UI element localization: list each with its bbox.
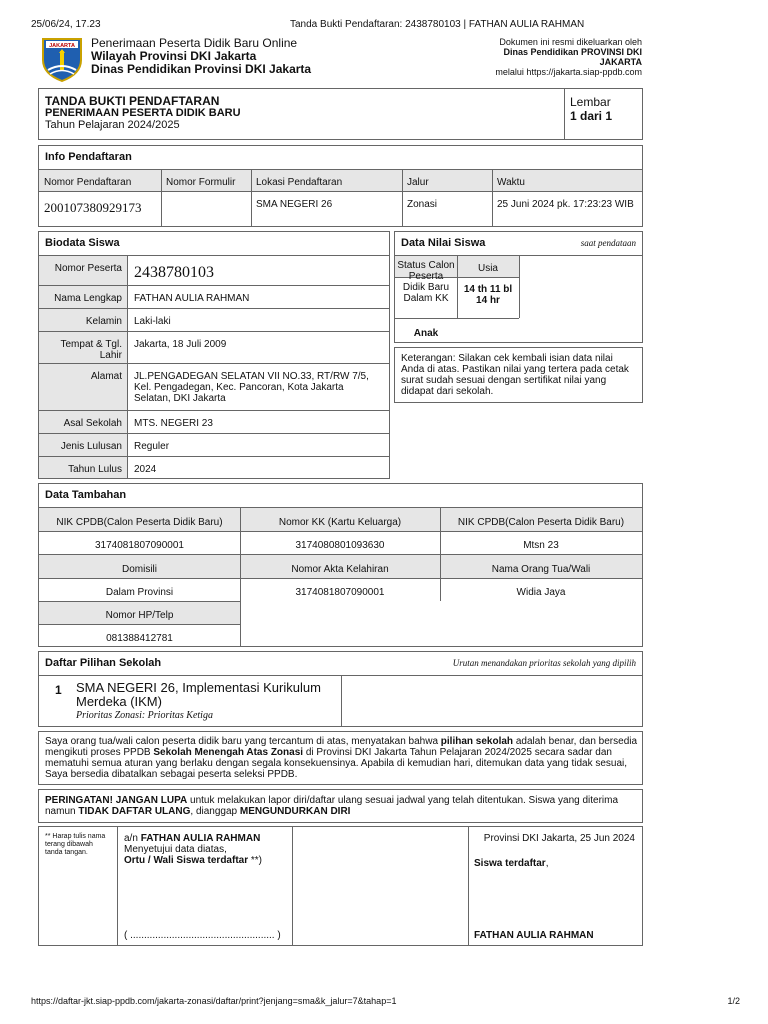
status-calon-label: Status Calon Peserta Didik Baru Dalam KK bbox=[397, 260, 455, 304]
info-header-lokasi: Lokasi Pendaftaran bbox=[256, 177, 343, 188]
info-waktu: 25 Juni 2024 pk. 17:23:23 WIB bbox=[497, 199, 634, 210]
info-jalur: Zonasi bbox=[407, 199, 438, 210]
signature-box bbox=[38, 826, 643, 946]
pilihan-school: SMA NEGERI 26, Implementasi Kurikulum Merdeka (IKM) bbox=[76, 680, 321, 709]
warning-bold: PERINGATAN! JANGAN LUPA bbox=[45, 795, 188, 806]
pilihan-note: Urutan menandakan prioritas sekolah yang dipilih bbox=[452, 658, 636, 668]
doc-title: TANDA BUKTI PENDAFTARAN bbox=[45, 94, 220, 108]
footer-url: https://daftar-jkt.siap-ppdb.com/jakarta-zonasi/daftar/print?jenjang=sma&k_jalur=7&tahap=1 bbox=[31, 996, 397, 1006]
value-kelamin: Laki-laki bbox=[134, 316, 171, 327]
value-tempat-tgl-lahir: Jakarta, 18 Juli 2009 bbox=[134, 339, 227, 350]
warning-bold: TIDAK DAFTAR ULANG bbox=[78, 806, 191, 817]
info-nomor-pendaftaran: 200107380929173 bbox=[44, 200, 142, 215]
statement-bold: Sekolah Menengah Atas Zonasi bbox=[153, 747, 304, 758]
tambahan-v-akta: 3174081807090001 bbox=[295, 587, 385, 598]
lembar-value: 1 dari 1 bbox=[570, 109, 613, 123]
keterangan-box bbox=[394, 347, 643, 403]
statement-part: Saya orang tua/wali calon peserta didik baru yang tercantum di atas, menyatakan bahwa bbox=[45, 736, 441, 747]
tambahan-title: Data Tambahan bbox=[45, 489, 127, 501]
tambahan-v-kk: 3174080801093630 bbox=[295, 540, 385, 551]
tambahan-h-hp: Nomor HP/Telp bbox=[105, 610, 174, 621]
place-date: Provinsi DKI Jakarta, 25 Jun 2024 bbox=[483, 833, 635, 844]
info-header-nomor-pendaftaran: Nomor Pendaftaran bbox=[44, 177, 132, 188]
doc-subtitle: PENERIMAAN PESERTA DIDIK BARU bbox=[45, 107, 241, 119]
tambahan-h-ortu: Nama Orang Tua/Wali bbox=[491, 564, 591, 575]
biodata-section bbox=[38, 231, 390, 479]
label-tempat-tgl-lahir: Tempat & Tgl. Lahir bbox=[60, 339, 122, 361]
an-prefix: a/n bbox=[124, 833, 141, 844]
siswa-suffix: , bbox=[545, 858, 549, 869]
label-jenis-lulusan: Jenis Lulusan bbox=[60, 441, 122, 452]
usia-label: Usia bbox=[477, 263, 498, 274]
agree-text: Menyetujui data diatas, bbox=[124, 844, 227, 855]
pilihan-priority: Prioritas Zonasi: Prioritas Ketiga bbox=[76, 710, 213, 721]
info-header-waktu: Waktu bbox=[497, 177, 525, 188]
tambahan-v-nik: 3174081807090001 bbox=[95, 540, 184, 551]
label-kelamin: Kelamin bbox=[85, 316, 122, 327]
lembar-label: Lembar bbox=[570, 95, 611, 109]
tambahan-v-ortu: Widia Jaya bbox=[516, 587, 566, 598]
warning-bold: MENGUNDURKAN DIRI bbox=[239, 806, 351, 817]
tambahan-h-nik: NIK CPDB(Calon Peserta Didik Baru) bbox=[56, 517, 223, 528]
letterhead-title bbox=[91, 37, 311, 76]
ortu-block bbox=[124, 833, 289, 866]
letterhead-line1: Penerimaan Peserta Didik Baru Online bbox=[91, 36, 298, 50]
tambahan-section bbox=[38, 483, 643, 647]
value-nama-lengkap: FATHAN AULIA RAHMAN bbox=[134, 293, 250, 304]
tambahan-h-kk: Nomor KK (Kartu Keluarga) bbox=[278, 517, 402, 528]
statement-part: di Provinsi DKI Jakarta Tahun Pelajaran 2024/2025 secara sadar dan mematuhi semua aturan yang berlaku dengan segala konsekuensinya. Apabila di kemudian hari, ditemukan data yang tidak sesuai, Saya bersedia dibatalkan sebagai peserta seleksi PPDB. bbox=[45, 747, 628, 780]
warning-box bbox=[38, 789, 643, 823]
jakarta-logo bbox=[40, 36, 84, 82]
issuer-line3: JAKARTA bbox=[599, 57, 642, 67]
label-alamat: Alamat bbox=[90, 371, 122, 382]
usia-value: 14 th 11 bl 14 hr bbox=[463, 284, 513, 306]
tambahan-h-domisili: Domisili bbox=[122, 564, 157, 575]
statement-box bbox=[38, 731, 643, 785]
nilai-section bbox=[394, 231, 643, 343]
label-tahun-lulus: Tahun Lulus bbox=[68, 464, 122, 475]
print-datetime: 25/06/24, 17.23 bbox=[31, 19, 101, 30]
signature-dots: ( .................................................... ) bbox=[124, 930, 281, 941]
print-title: Tanda Bukti Pendaftaran: 2438780103 | FATHAN AULIA RAHMAN bbox=[290, 19, 585, 30]
siswa-label: Siswa terdaftar bbox=[474, 858, 546, 869]
an-name: FATHAN AULIA RAHMAN bbox=[140, 833, 261, 844]
label-asal-sekolah: Asal Sekolah bbox=[63, 418, 122, 429]
siswa-name: FATHAN AULIA RAHMAN bbox=[474, 930, 594, 941]
tambahan-h-nik2: NIK CPDB(Calon Peserta Didik Baru) bbox=[457, 517, 625, 528]
info-header-nomor-formulir: Nomor Formulir bbox=[166, 177, 236, 188]
letterhead-line3: Dinas Pendidikan Provinsi DKI Jakarta bbox=[91, 62, 312, 76]
biodata-title: Biodata Siswa bbox=[45, 237, 120, 249]
nilai-note: saat pendataan bbox=[580, 238, 636, 248]
siswa-label-block bbox=[474, 858, 548, 869]
tambahan-v-domisili: Dalam Provinsi bbox=[105, 587, 174, 598]
issuer-line2: Dinas Pendidikan PROVINSI DKI bbox=[503, 47, 642, 57]
tambahan-v-hp: 081388412781 bbox=[106, 633, 173, 644]
statement-text bbox=[45, 736, 638, 780]
ortu-label: Ortu / Wali Siswa terdaftar bbox=[124, 855, 249, 866]
signature-note: ** Harap tulis nama terang dibawah tanda tangan. bbox=[45, 833, 106, 856]
info-nomor-formulir bbox=[161, 196, 251, 202]
pilihan-title: Daftar Pilihan Sekolah bbox=[45, 657, 162, 669]
value-nomor-peserta: 2438780103 bbox=[134, 264, 214, 281]
logo-text: JAKARTA bbox=[49, 43, 75, 49]
letterhead-issuer bbox=[422, 37, 642, 77]
issuer-line4: melalui https://jakarta.siap-ppdb.com bbox=[495, 67, 642, 77]
value-alamat: JL.PENGADEGAN SELATAN VII NO.33, RT/RW 7/5, Kel. Pengadegan, Kec. Pancoran, Kota Jakarta Selatan, DKI Jakarta bbox=[134, 371, 369, 404]
statement-bold: pilihan sekolah bbox=[440, 736, 514, 747]
letterhead-line2: Wilayah Provinsi DKI Jakarta bbox=[91, 49, 257, 63]
value-tahun-lulus: 2024 bbox=[134, 464, 157, 475]
ortu-suffix: **) bbox=[248, 855, 263, 866]
footer-page: 1/2 bbox=[727, 996, 740, 1006]
pilihan-number: 1 bbox=[55, 683, 62, 697]
keterangan-text: Keterangan: Silakan cek kembali isian data nilai Anda di atas. Pastikan nilai yang tertera pada cetak surat sudah sesuai dengan sertifikat nilai yang didapat dari sekolah. bbox=[401, 353, 629, 397]
info-section bbox=[38, 145, 643, 227]
label-nama-lengkap: Nama Lengkap bbox=[54, 293, 122, 304]
warning-part: , dianggap bbox=[190, 806, 240, 817]
info-lokasi: SMA NEGERI 26 bbox=[256, 199, 333, 210]
info-header-jalur: Jalur bbox=[407, 177, 429, 188]
value-jenis-lulusan: Reguler bbox=[134, 441, 170, 452]
doc-year: Tahun Pelajaran 2024/2025 bbox=[45, 119, 180, 131]
warning-part: untuk melakukan lapor diri/daftar ulang sesuai jadwal yang telah ditentukan. Siswa yang diterima namun bbox=[45, 795, 619, 817]
value-asal-sekolah: MTS. NEGERI 23 bbox=[134, 418, 213, 429]
issuer-line1: Dokumen ini resmi dikeluarkan oleh bbox=[499, 37, 642, 47]
nilai-title: Data Nilai Siswa bbox=[401, 237, 486, 249]
warning-text bbox=[45, 795, 638, 817]
status-calon-value: Anak bbox=[413, 328, 439, 339]
info-title: Info Pendaftaran bbox=[45, 151, 132, 163]
label-nomor-peserta: Nomor Peserta bbox=[54, 263, 122, 274]
title-box bbox=[38, 88, 643, 140]
statement-part: adalah benar, dan bersedia mengikuti proses PPDB bbox=[45, 736, 638, 758]
pilihan-section bbox=[38, 651, 643, 727]
tambahan-h-akta: Nomor Akta Kelahiran bbox=[291, 564, 389, 575]
tambahan-v-nik2: Mtsn 23 bbox=[523, 540, 559, 551]
